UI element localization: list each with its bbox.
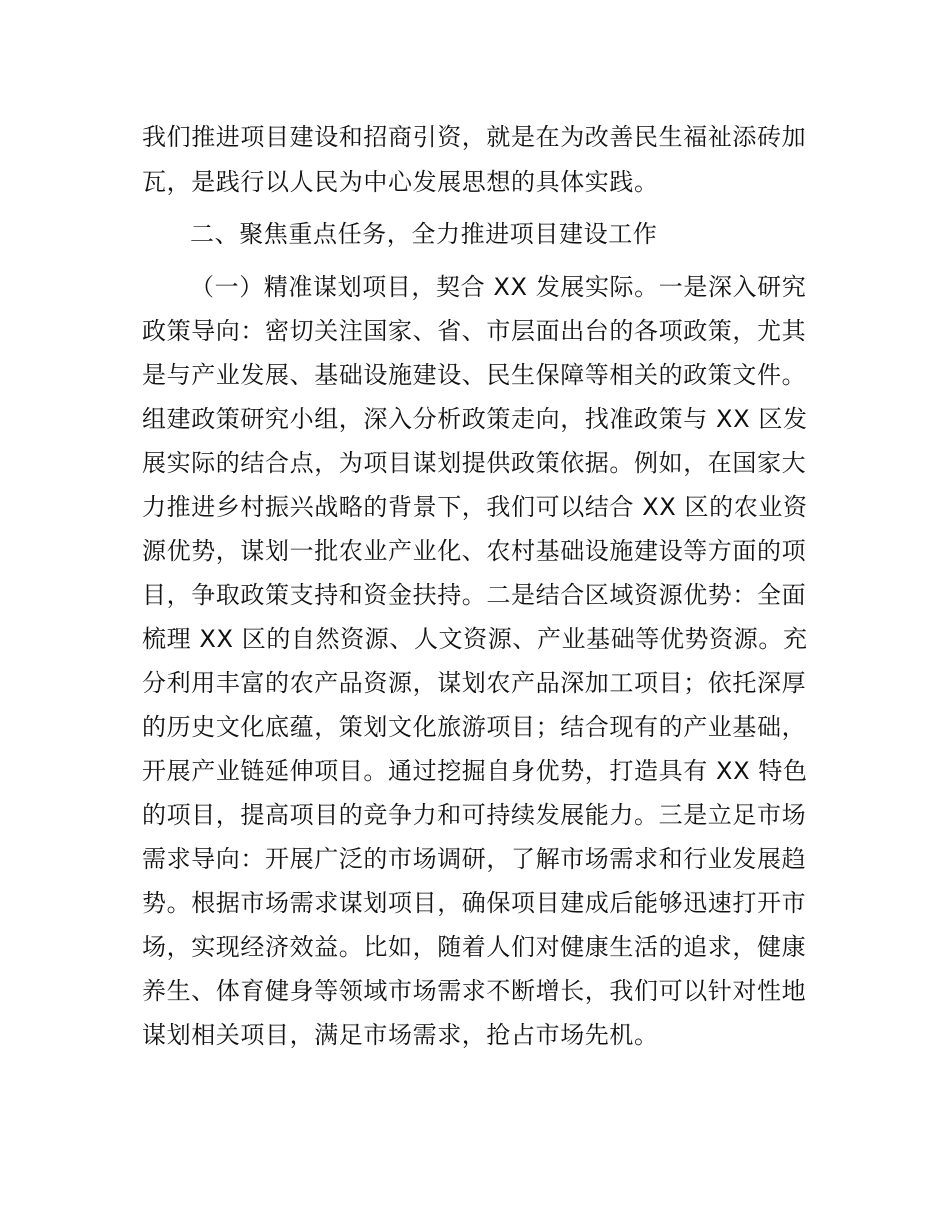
- text-line: 势。根据市场需求谋划项目，确保项目建成后能够迅速打开市: [142, 889, 807, 917]
- text-line: 分利用丰富的农产品资源，谋划农产品深加工项目；依托深厚: [142, 669, 807, 697]
- text-line: 场，实现经济效益。比如，随着人们对健康生活的追求，健康: [142, 933, 807, 961]
- text-line: 源优势，谋划一批农业产业化、农村基础设施建设等方面的项: [142, 537, 807, 565]
- text-line: 瓦，是践行以人民为中心发展思想的具体实践。: [142, 168, 659, 196]
- text-line: （一）精准谋划项目，契合 XX 发展实际。一是深入研究: [190, 273, 807, 301]
- text-line: 力推进乡村振兴战略的背景下，我们可以结合 XX 区的农业资: [142, 493, 808, 521]
- text-line: 梳理 XX 区的自然资源、人文资源、产业基础等优势资源。充: [142, 625, 808, 653]
- text-line: 政策导向：密切关注国家、省、市层面出台的各项政策，尤其: [142, 317, 807, 345]
- section-heading: 二、聚焦重点任务，全力推进项目建设工作: [190, 220, 658, 248]
- text-line: 谋划相关项目，满足市场需求，抢占市场先机。: [142, 1021, 659, 1049]
- text-line: 组建政策研究小组，深入分析政策走向，找准政策与 XX 区发: [142, 405, 808, 433]
- text-line: 开展产业链延伸项目。通过挖掘自身优势，打造具有 XX 特色: [142, 757, 808, 785]
- text-line: 展实际的结合点，为项目谋划提供政策依据。例如，在国家大: [142, 449, 807, 477]
- text-line: 我们推进项目建设和招商引资，就是在为改善民生福祉添砖加: [142, 123, 807, 151]
- text-line: 养生、体育健身等领域市场需求不断增长，我们可以针对性地: [142, 977, 807, 1005]
- text-line: 需求导向：开展广泛的市场调研，了解市场需求和行业发展趋: [142, 845, 807, 873]
- text-line: 的历史文化底蕴，策划文化旅游项目；结合现有的产业基础，: [142, 713, 807, 741]
- text-line: 的项目，提高项目的竞争力和可持续发展能力。三是立足市场: [142, 801, 807, 829]
- text-line: 是与产业发展、基础设施建设、民生保障等相关的政策文件。: [142, 361, 807, 389]
- text-line: 目，争取政策支持和资金扶持。二是结合区域资源优势：全面: [142, 581, 807, 609]
